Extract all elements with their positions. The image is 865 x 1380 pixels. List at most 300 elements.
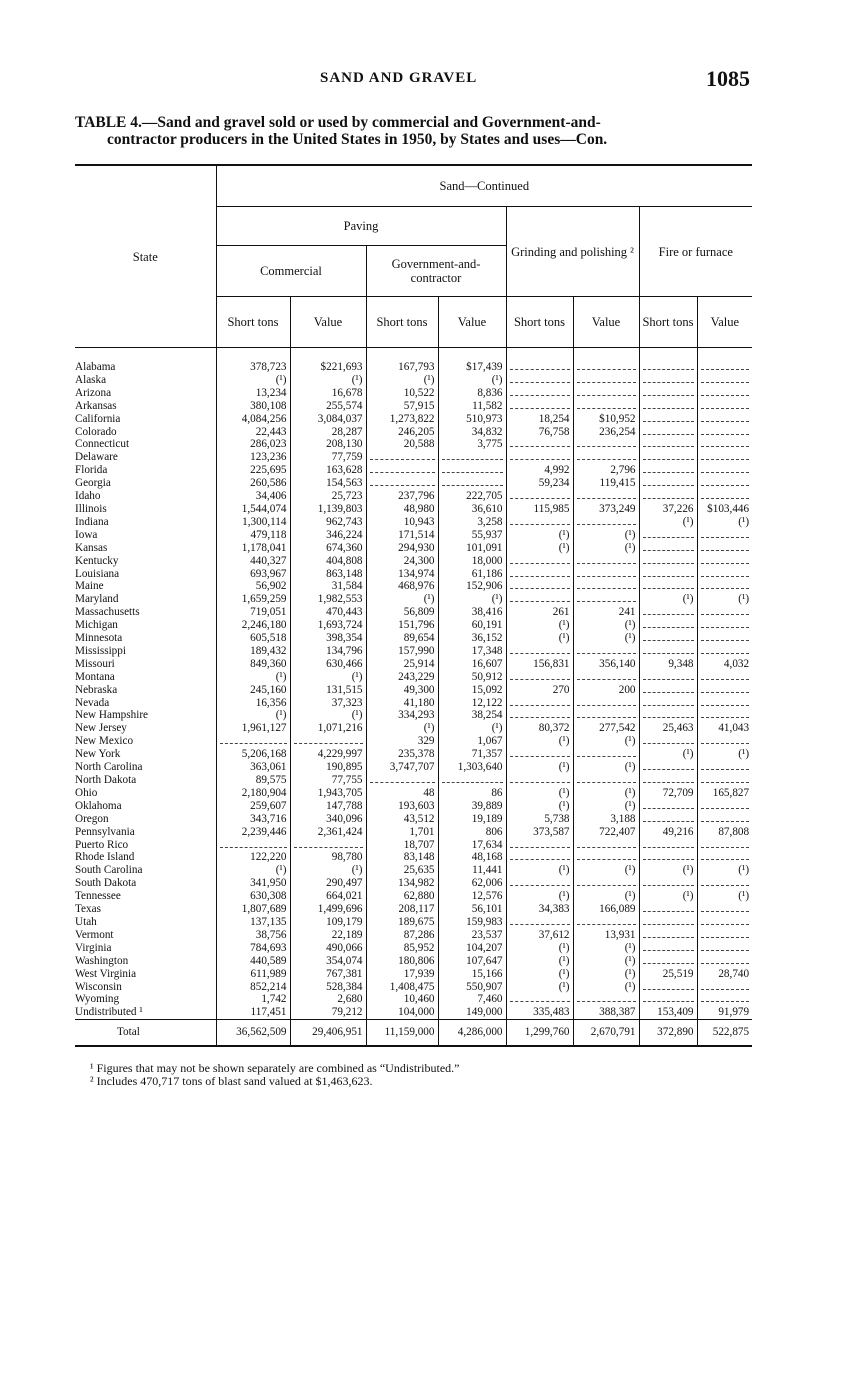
leader-dashes xyxy=(701,955,750,964)
fire-value-cell: 87,808 xyxy=(697,826,752,839)
leader-dashes xyxy=(510,387,570,396)
grinding-value-cell: 373,249 xyxy=(573,503,639,516)
empty-cell xyxy=(697,877,752,890)
state-name: Oklahoma xyxy=(75,799,122,812)
government-value-cell: 12,122 xyxy=(438,697,506,710)
leader-dashes xyxy=(701,671,750,680)
government-value-cell: 38,416 xyxy=(438,606,506,619)
grinding-tons-cell: 115,985 xyxy=(506,503,573,516)
empty-cell xyxy=(697,580,752,593)
table-row xyxy=(75,529,752,542)
leader-dashes xyxy=(643,606,694,615)
leader-dashes xyxy=(643,735,694,744)
leader-dashes xyxy=(643,813,694,822)
header-value: Value xyxy=(697,297,752,348)
leader-dashes xyxy=(643,477,694,486)
empty-cell xyxy=(697,735,752,748)
commercial-value-cell: 470,443 xyxy=(290,606,366,619)
empty-cell xyxy=(697,684,752,697)
commercial-tons-cell: 122,220 xyxy=(216,851,290,864)
state-name: Wisconsin xyxy=(75,980,122,993)
leader-dashes xyxy=(701,580,750,589)
state-name: Washington xyxy=(75,954,129,967)
table-row xyxy=(75,516,752,529)
empty-cell xyxy=(639,438,697,451)
leader-dashes xyxy=(643,555,694,564)
commercial-value-cell: 37,323 xyxy=(290,697,366,710)
grinding-value-cell: (¹) xyxy=(573,968,639,981)
empty-cell xyxy=(573,451,639,464)
empty-cell xyxy=(697,426,752,439)
government-tons-cell: 18,707 xyxy=(366,839,438,852)
state-name: Nevada xyxy=(75,696,110,709)
empty-cell xyxy=(366,451,438,464)
grinding-value-cell: 3,188 xyxy=(573,813,639,826)
commercial-value-cell: 1,982,553 xyxy=(290,593,366,606)
commercial-value-cell: 31,584 xyxy=(290,580,366,593)
fire-value-cell: 41,043 xyxy=(697,722,752,735)
leader-dashes xyxy=(510,555,570,564)
leader-dashes xyxy=(643,387,694,396)
leader-dashes xyxy=(510,580,570,589)
caption-line-2: contractor producers in the United States in 1950, by States and uses—Con. xyxy=(107,131,608,148)
fire-value-cell: 165,827 xyxy=(697,787,752,800)
empty-cell xyxy=(639,490,697,503)
empty-cell xyxy=(697,709,752,722)
state-name: Alabama xyxy=(75,361,116,373)
empty-cell xyxy=(506,593,573,606)
state-name: Maine xyxy=(75,580,104,593)
leader-dashes xyxy=(701,374,750,383)
table-container xyxy=(75,164,752,1047)
leader-dashes xyxy=(701,477,750,486)
leader-dashes xyxy=(577,516,636,525)
commercial-tons-cell: (¹) xyxy=(216,709,290,722)
government-value-cell: 36,610 xyxy=(438,503,506,516)
commercial-tons-cell: 123,236 xyxy=(216,451,290,464)
empty-cell xyxy=(697,839,752,852)
leader-dashes xyxy=(577,555,636,564)
empty-cell xyxy=(506,555,573,568)
leader-dashes xyxy=(701,942,750,951)
table-row xyxy=(75,890,752,903)
commercial-tons-cell: 605,518 xyxy=(216,632,290,645)
table-row xyxy=(75,929,752,942)
grinding-value-cell: (¹) xyxy=(573,942,639,955)
government-tons-cell: 43,512 xyxy=(366,813,438,826)
commercial-value-cell: 163,628 xyxy=(290,464,366,477)
empty-cell xyxy=(506,748,573,761)
commercial-value-cell: 346,224 xyxy=(290,529,366,542)
grinding-tons-cell: 76,758 xyxy=(506,426,573,439)
state-name: Total xyxy=(75,1020,216,1046)
leader-dashes xyxy=(643,903,694,912)
grinding-value-cell: (¹) xyxy=(573,735,639,748)
government-value-cell: $17,439 xyxy=(438,348,506,374)
footnotes xyxy=(90,1062,730,1088)
commercial-value-cell: 1,071,216 xyxy=(290,722,366,735)
leader-dashes xyxy=(510,709,570,718)
commercial-value-cell: 398,354 xyxy=(290,632,366,645)
leader-dashes xyxy=(643,877,694,886)
page-number: 1085 xyxy=(706,66,750,91)
leader-dashes xyxy=(294,735,363,744)
state-name: Michigan xyxy=(75,619,118,632)
government-tons-cell: 10,460 xyxy=(366,993,438,1006)
table-row xyxy=(75,826,752,839)
table-row xyxy=(75,400,752,413)
commercial-value-cell: 79,212 xyxy=(290,1006,366,1019)
government-value-cell: 86 xyxy=(438,787,506,800)
state-name: Mississippi xyxy=(75,644,126,657)
state-name: Colorado xyxy=(75,425,117,438)
empty-cell xyxy=(639,684,697,697)
table-row xyxy=(75,942,752,955)
empty-cell xyxy=(639,993,697,1006)
commercial-tons-cell: 225,695 xyxy=(216,464,290,477)
leader-dashes xyxy=(577,748,636,757)
government-tons-cell: 20,588 xyxy=(366,438,438,451)
empty-cell xyxy=(438,451,506,464)
government-value-cell: 55,937 xyxy=(438,529,506,542)
table-row xyxy=(75,787,752,800)
table-row xyxy=(75,645,752,658)
empty-cell xyxy=(290,735,366,748)
state-name: California xyxy=(75,412,121,425)
commercial-value-cell: 490,066 xyxy=(290,942,366,955)
header-state: State xyxy=(75,165,216,348)
fire-tons-cell: 72,709 xyxy=(639,787,697,800)
commercial-tons-cell: 2,180,904 xyxy=(216,787,290,800)
government-value-cell: 17,348 xyxy=(438,645,506,658)
leader-dashes xyxy=(510,993,570,1002)
state-name: Missouri xyxy=(75,657,115,670)
grinding-tons-cell: (¹) xyxy=(506,619,573,632)
government-value-cell: 11,582 xyxy=(438,400,506,413)
government-tons-cell: 24,300 xyxy=(366,555,438,568)
table-row xyxy=(75,413,752,426)
empty-cell xyxy=(639,568,697,581)
government-value-cell: 159,983 xyxy=(438,916,506,929)
empty-cell xyxy=(506,400,573,413)
grinding-tons-cell: (¹) xyxy=(506,955,573,968)
empty-cell xyxy=(639,839,697,852)
commercial-value-cell: 131,515 xyxy=(290,684,366,697)
state-name: Rhode Island xyxy=(75,851,135,864)
leader-dashes xyxy=(510,568,570,577)
empty-cell xyxy=(697,400,752,413)
leader-dashes xyxy=(510,697,570,706)
commercial-value-cell: 28,287 xyxy=(290,426,366,439)
leader-dashes xyxy=(701,387,750,396)
government-value-cell: 550,907 xyxy=(438,981,506,994)
leader-dashes xyxy=(510,400,570,409)
government-value-cell: 4,286,000 xyxy=(438,1020,506,1046)
empty-cell xyxy=(438,477,506,490)
leader-dashes xyxy=(701,451,750,460)
caption-line-1: TABLE 4.—Sand and gravel sold or used by commercial and Government-and- xyxy=(75,114,601,131)
commercial-tons-cell: 784,693 xyxy=(216,942,290,955)
leader-dashes xyxy=(510,593,570,602)
empty-cell xyxy=(573,671,639,684)
leader-dashes xyxy=(701,555,750,564)
empty-cell xyxy=(573,387,639,400)
state-name: North Carolina xyxy=(75,761,143,774)
grinding-value-cell: (¹) xyxy=(573,864,639,877)
government-value-cell: 36,152 xyxy=(438,632,506,645)
fire-tons-cell: (¹) xyxy=(639,890,697,903)
grinding-tons-cell: 270 xyxy=(506,684,573,697)
fire-tons-cell: (¹) xyxy=(639,516,697,529)
grinding-value-cell: (¹) xyxy=(573,632,639,645)
leader-dashes xyxy=(643,413,694,422)
header-sand-continued: Sand—Continued xyxy=(216,165,752,207)
state-name: Arkansas xyxy=(75,399,117,412)
government-tons-cell: 180,806 xyxy=(366,955,438,968)
leader-dashes xyxy=(510,748,570,757)
fire-tons-cell: 25,519 xyxy=(639,968,697,981)
empty-cell xyxy=(697,438,752,451)
commercial-value-cell: 767,381 xyxy=(290,968,366,981)
grinding-value-cell: 236,254 xyxy=(573,426,639,439)
commercial-tons-cell: 343,716 xyxy=(216,813,290,826)
leader-dashes xyxy=(701,361,750,370)
commercial-tons-cell: 260,586 xyxy=(216,477,290,490)
commercial-tons-cell: 189,432 xyxy=(216,645,290,658)
empty-cell xyxy=(697,529,752,542)
commercial-tons-cell: 117,451 xyxy=(216,1006,290,1019)
empty-cell xyxy=(506,709,573,722)
grinding-value-cell: 166,089 xyxy=(573,903,639,916)
empty-cell xyxy=(506,877,573,890)
leader-dashes xyxy=(294,839,363,848)
commercial-tons-cell: (¹) xyxy=(216,374,290,387)
empty-cell xyxy=(697,761,752,774)
empty-cell xyxy=(639,529,697,542)
header-short-tons: Short tons xyxy=(366,297,438,348)
government-tons-cell: 468,976 xyxy=(366,580,438,593)
commercial-value-cell: (¹) xyxy=(290,671,366,684)
empty-cell xyxy=(697,851,752,864)
empty-cell xyxy=(639,813,697,826)
empty-cell xyxy=(697,903,752,916)
government-tons-cell: 193,603 xyxy=(366,800,438,813)
leader-dashes xyxy=(442,477,503,486)
leader-dashes xyxy=(643,800,694,809)
grinding-tons-cell: (¹) xyxy=(506,864,573,877)
government-value-cell: 149,000 xyxy=(438,1006,506,1019)
grinding-value-cell: (¹) xyxy=(573,619,639,632)
grinding-tons-cell: 34,383 xyxy=(506,903,573,916)
state-name: Maryland xyxy=(75,593,119,606)
leader-dashes xyxy=(643,542,694,551)
state-name: Texas xyxy=(75,903,101,916)
state-name: Arizona xyxy=(75,386,112,399)
commercial-tons-cell: 56,902 xyxy=(216,580,290,593)
header-grinding-polishing: Grinding and polishing ² xyxy=(506,207,639,297)
grinding-tons-cell: (¹) xyxy=(506,529,573,542)
government-tons-cell: 41,180 xyxy=(366,697,438,710)
leader-dashes xyxy=(701,438,750,447)
fire-tons-cell: (¹) xyxy=(639,593,697,606)
empty-cell xyxy=(506,438,573,451)
commercial-tons-cell: 36,562,509 xyxy=(216,1020,290,1046)
leader-dashes xyxy=(701,606,750,615)
empty-cell xyxy=(573,555,639,568)
header-value: Value xyxy=(290,297,366,348)
leader-dashes xyxy=(701,568,750,577)
government-value-cell: 48,168 xyxy=(438,851,506,864)
government-tons-cell: 56,809 xyxy=(366,606,438,619)
commercial-tons-cell: 440,327 xyxy=(216,555,290,568)
government-value-cell: 1,067 xyxy=(438,735,506,748)
commercial-tons-cell: 16,356 xyxy=(216,697,290,710)
grinding-tons-cell: (¹) xyxy=(506,542,573,555)
leader-dashes xyxy=(577,568,636,577)
empty-cell xyxy=(697,955,752,968)
empty-cell xyxy=(697,993,752,1006)
leader-dashes xyxy=(577,671,636,680)
government-tons-cell: 49,300 xyxy=(366,684,438,697)
government-tons-cell: 329 xyxy=(366,735,438,748)
fire-tons-cell: 37,226 xyxy=(639,503,697,516)
leader-dashes xyxy=(701,645,750,654)
state-name: Vermont xyxy=(75,928,114,941)
table-row xyxy=(75,568,752,581)
grinding-tons-cell: (¹) xyxy=(506,942,573,955)
table-row xyxy=(75,877,752,890)
grinding-value-cell: (¹) xyxy=(573,529,639,542)
commercial-value-cell: $221,693 xyxy=(290,348,366,374)
empty-cell xyxy=(697,632,752,645)
state-name: West Virginia xyxy=(75,967,137,980)
empty-cell xyxy=(506,374,573,387)
commercial-tons-cell: 380,108 xyxy=(216,400,290,413)
state-name: New York xyxy=(75,748,121,761)
government-value-cell: 3,775 xyxy=(438,438,506,451)
commercial-tons-cell: (¹) xyxy=(216,864,290,877)
empty-cell xyxy=(639,348,697,374)
commercial-value-cell: 25,723 xyxy=(290,490,366,503)
leader-dashes xyxy=(643,374,694,383)
commercial-tons-cell: 1,300,114 xyxy=(216,516,290,529)
table-row xyxy=(75,839,752,852)
commercial-tons-cell: 479,118 xyxy=(216,529,290,542)
leader-dashes xyxy=(643,916,694,925)
commercial-value-cell: 2,361,424 xyxy=(290,826,366,839)
government-value-cell: 101,091 xyxy=(438,542,506,555)
empty-cell xyxy=(639,929,697,942)
fire-value-cell: 4,032 xyxy=(697,658,752,671)
leader-dashes xyxy=(220,735,287,744)
leader-dashes xyxy=(510,671,570,680)
government-tons-cell: 171,514 xyxy=(366,529,438,542)
leader-dashes xyxy=(442,451,503,460)
empty-cell xyxy=(216,839,290,852)
leader-dashes xyxy=(643,929,694,938)
empty-cell xyxy=(697,606,752,619)
commercial-tons-cell: 1,807,689 xyxy=(216,903,290,916)
empty-cell xyxy=(697,774,752,787)
grinding-tons-cell: (¹) xyxy=(506,968,573,981)
empty-cell xyxy=(639,903,697,916)
leader-dashes xyxy=(370,451,435,460)
government-tons-cell: 83,148 xyxy=(366,851,438,864)
header-commercial: Commercial xyxy=(216,246,366,297)
grinding-value-cell: (¹) xyxy=(573,890,639,903)
state-name: Wyoming xyxy=(75,993,120,1006)
fire-value-cell: 28,740 xyxy=(697,968,752,981)
table-row xyxy=(75,981,752,994)
commercial-value-cell: (¹) xyxy=(290,374,366,387)
leader-dashes xyxy=(701,542,750,551)
table-row xyxy=(75,916,752,929)
empty-cell xyxy=(697,387,752,400)
state-name: New Mexico xyxy=(75,735,134,748)
grinding-tons-cell: 37,612 xyxy=(506,929,573,942)
leader-dashes xyxy=(701,761,750,770)
commercial-tons-cell: 852,214 xyxy=(216,981,290,994)
government-tons-cell: 11,159,000 xyxy=(366,1020,438,1046)
commercial-value-cell: 1,139,803 xyxy=(290,503,366,516)
leader-dashes xyxy=(577,839,636,848)
leader-dashes xyxy=(370,464,435,473)
government-value-cell: 23,537 xyxy=(438,929,506,942)
empty-cell xyxy=(506,580,573,593)
grinding-value-cell: 241 xyxy=(573,606,639,619)
government-value-cell: 34,832 xyxy=(438,426,506,439)
government-value-cell: 1,303,640 xyxy=(438,761,506,774)
commercial-value-cell: (¹) xyxy=(290,709,366,722)
fire-tons-cell: 9,348 xyxy=(639,658,697,671)
empty-cell xyxy=(506,671,573,684)
table-row xyxy=(75,968,752,981)
leader-dashes xyxy=(701,426,750,435)
government-tons-cell: 1,701 xyxy=(366,826,438,839)
fire-tons-cell: 25,463 xyxy=(639,722,697,735)
empty-cell xyxy=(697,413,752,426)
government-tons-cell: 48,980 xyxy=(366,503,438,516)
leader-dashes xyxy=(643,529,694,538)
empty-cell xyxy=(639,413,697,426)
table-row xyxy=(75,1006,752,1019)
leader-dashes xyxy=(643,761,694,770)
government-value-cell: 152,906 xyxy=(438,580,506,593)
empty-cell xyxy=(573,774,639,787)
leader-dashes xyxy=(577,993,636,1002)
government-tons-cell: 294,930 xyxy=(366,542,438,555)
table-row xyxy=(75,813,752,826)
commercial-tons-cell: 1,961,127 xyxy=(216,722,290,735)
leader-dashes xyxy=(510,916,570,925)
footnote-1: ¹ Figures that may not be shown separately are combined as “Undistributed.” xyxy=(90,1061,460,1075)
empty-cell xyxy=(639,477,697,490)
commercial-tons-cell: 259,607 xyxy=(216,800,290,813)
leader-dashes xyxy=(577,400,636,409)
empty-cell xyxy=(573,877,639,890)
running-head xyxy=(0,66,865,92)
grinding-tons-cell: 59,234 xyxy=(506,477,573,490)
header-government-contractor: Government-and-contractor xyxy=(366,246,506,297)
state-name: New Jersey xyxy=(75,722,127,735)
grinding-tons-cell: 80,372 xyxy=(506,722,573,735)
header-paving: Paving xyxy=(216,207,506,246)
leader-dashes xyxy=(701,709,750,718)
government-tons-cell: 134,974 xyxy=(366,568,438,581)
leader-dashes xyxy=(643,645,694,654)
leader-dashes xyxy=(643,580,694,589)
state-name: Nebraska xyxy=(75,683,118,696)
